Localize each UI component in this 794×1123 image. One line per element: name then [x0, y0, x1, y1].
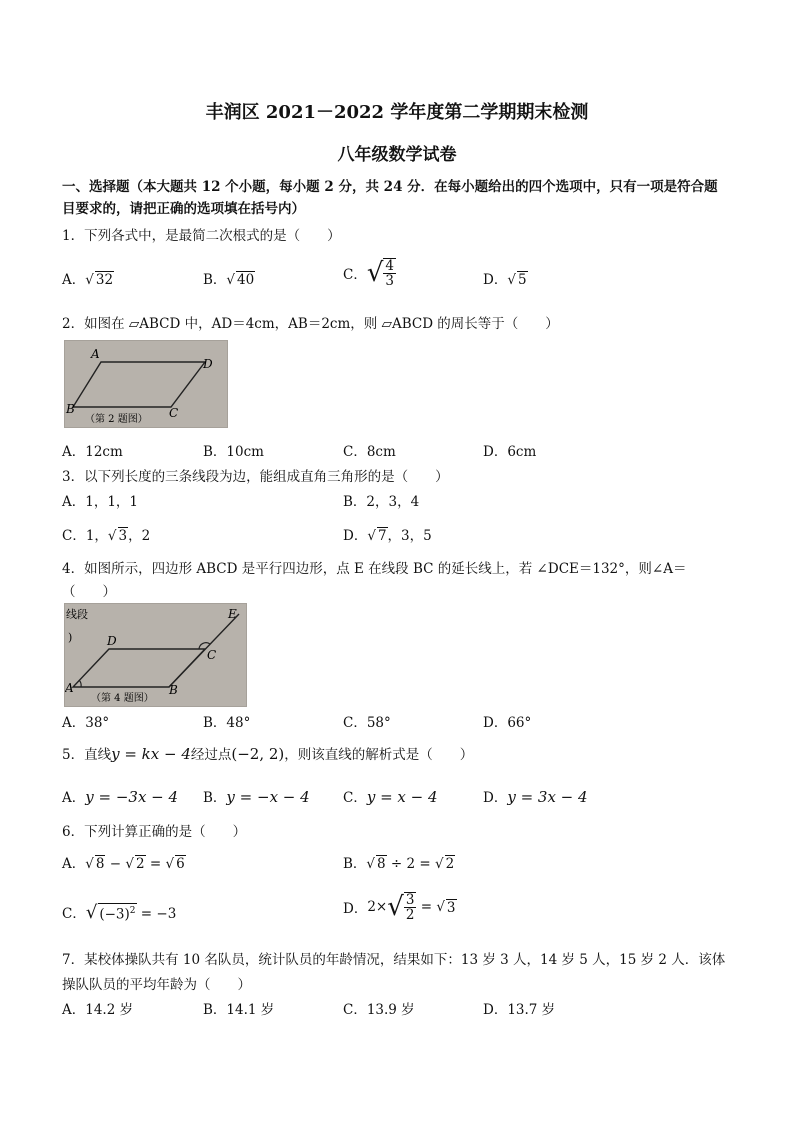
q1-a-label: A． [62, 272, 86, 288]
q6-d-label: D． [343, 901, 368, 917]
q5-option-c [343, 786, 438, 806]
q2-label-c: C [169, 406, 179, 420]
q6-a-equals: = [145, 856, 166, 872]
q5-a-equation: y = −3x − 4 [85, 788, 179, 806]
q2-option-a: A．12cm [62, 444, 123, 460]
q4-parallelogram [73, 649, 205, 687]
q5-stem-mid: 经过点 [190, 747, 232, 763]
q2-stem: 2．如图在 ▱ABCD 中，AD＝4cm，AB＝2cm，则 ▱ABCD 的周长等于（ ） [62, 316, 559, 332]
q3-c-label: C．1， [62, 528, 108, 544]
q2-parallelogram-svg [65, 341, 227, 427]
q6-d-prefix: 2× [367, 899, 388, 915]
q5-stem-pre: 5．直线 [62, 747, 112, 763]
q6-a-radicand2: 2 [135, 856, 145, 872]
q6-a-operator: − [105, 856, 126, 872]
q6-a-radicand1: 8 [95, 856, 105, 872]
q5-option-d [483, 786, 588, 806]
q5-b-label: B． [203, 790, 227, 806]
q3-c-tail: ，2 [128, 528, 151, 544]
q6-c-exponent: 2 [129, 905, 136, 916]
section-heading-line2: 目要求的，请把正确的选项填在括号内） [62, 201, 305, 217]
q6-c-label: C． [62, 906, 86, 922]
section-heading-line1: 一、选择题（本大题共 12 个小题，每小题 2 分，共 24 分．在每小题给出的四个选项中，只有一项是符合题 [62, 179, 718, 195]
q6-c-equals: = −3 [136, 906, 177, 922]
q5-stem-post: ，则该直线的解析式是（ ） [284, 747, 474, 763]
q4-extension-line [169, 614, 239, 687]
exam-subtitle: 八年级数学试卷 [337, 145, 457, 165]
q4-figure [64, 603, 247, 707]
q5-c-equation: y = x − 4 [366, 788, 438, 806]
q1-stem: 1．下列各式中，是最简二次根式的是（ ） [62, 228, 341, 244]
q6-d-denominator: 2 [405, 907, 415, 923]
q6-option-b: B．√ 8 ÷ 2 = √ 2 [343, 856, 455, 872]
q6-a-label: A． [62, 856, 86, 872]
q2-parallelogram [73, 362, 205, 407]
q4-corner-text: 线段 [66, 608, 88, 621]
q2-figure [64, 340, 228, 428]
q5-stem [62, 743, 473, 763]
q4-label-a: A [65, 681, 74, 695]
q6-option-a: A．√ 8 − √ 2 = √ 6 [62, 856, 185, 872]
q7-option-d: D．13.7 岁 [483, 1002, 556, 1018]
q4-option-a: A．38° [62, 715, 110, 731]
q3-option-b: B．2，3，4 [343, 494, 420, 510]
q3-d-radicand: 7 [377, 528, 387, 544]
q6-c-inner: (−3) [99, 906, 130, 922]
q6-d-numerator: 3 [405, 892, 415, 908]
q5-b-equation: y = −x − 4 [226, 788, 310, 806]
q1-option-c: C．√ $\frac{4}{3}$ [343, 258, 395, 289]
q2-figure-caption: （第 2 题图） [85, 414, 148, 425]
q4-option-c: C．58° [343, 715, 391, 731]
q7-option-a: A．14.2 岁 [62, 1002, 134, 1018]
q1-c-label: C． [343, 267, 367, 283]
q5-c-label: C． [343, 790, 367, 806]
q1-b-radicand: 40 [237, 272, 255, 288]
q2-option-b: B．10cm [203, 444, 264, 460]
q1-c-numerator: 4 [385, 258, 395, 274]
q1-d-label: D． [483, 272, 508, 288]
q7-option-b: B．14.1 岁 [203, 1002, 275, 1018]
q6-b-radicand1: 8 [377, 856, 386, 872]
q1-b-label: B． [203, 272, 227, 288]
q1-d-radicand: 5 [517, 272, 527, 288]
q4-option-d: D．66° [483, 715, 532, 731]
q3-option-c: C．1，√ 3，2 [62, 528, 151, 544]
q3-c-radicand: 3 [118, 528, 128, 544]
q2-label-a: A [91, 347, 100, 361]
q1-c-denominator: 3 [385, 273, 395, 289]
q4-parallelogram-svg [65, 604, 246, 706]
q4-label-b: B [169, 683, 178, 697]
q6-stem: 6．下列计算正确的是（ ） [62, 824, 247, 840]
q6-d-equals: = [416, 899, 437, 915]
q1-option-a: A．√ 32 [62, 272, 114, 288]
q3-d-tail: ，3，5 [387, 528, 432, 544]
q3-stem: 3．以下列长度的三条线段为边，能组成直角三角形的是（ ） [62, 469, 449, 485]
q5-option-b [203, 786, 310, 806]
q7-stem-line2: 操队队员的平均年龄为（ ） [62, 977, 251, 993]
q3-d-label: D． [343, 528, 368, 544]
q2-option-d: D．6cm [483, 444, 537, 460]
q2-option-c: C．8cm [343, 444, 396, 460]
section-heading [62, 176, 742, 220]
q1-option-d: D．√ 5 [483, 272, 527, 288]
q4-angle-mark-a [79, 680, 81, 687]
q6-b-operator: ÷ 2 = [386, 856, 436, 872]
q4-option-b: B．48° [203, 715, 251, 731]
q5-option-a [62, 786, 178, 806]
exam-title: 丰润区 2021－2022 学年度第二学期期末检测 [205, 102, 589, 123]
q7-stem-line1: 7．某校体操队共有 10 名队员，统计队员的年龄情况，结果如下：13 岁 3 人，14 岁 5 人，15 岁 2 人．该体 [62, 952, 726, 968]
q6-d-radicand: 3 [446, 899, 456, 916]
q2-label-b: B [66, 402, 75, 416]
q6-a-radicand3: 6 [176, 856, 185, 872]
q6-option-c: C．√ $(-3)^2 = -3$ [62, 902, 177, 923]
q5-d-label: D． [483, 790, 508, 806]
q6-b-label: B． [343, 856, 367, 872]
q5-stem-point: (−2, 2) [231, 745, 285, 763]
q5-a-label: A． [62, 790, 86, 806]
q7-option-c: C．13.9 岁 [343, 1002, 415, 1018]
q6-option-d: D．2×√ $\frac{3}{2}$ = √ 3 [343, 892, 456, 923]
q3-option-a: A．1，1，1 [62, 494, 139, 510]
q6-b-radicand2: 2 [445, 856, 455, 872]
q3-option-d: D．√ 7，3，5 [343, 528, 432, 544]
q4-stem: 4．如图所示，四边形 ABCD 是平行四边形，点 E 在线段 BC 的延长线上，若 ∠DCE＝132°，则∠A＝ [62, 561, 687, 577]
q5-stem-equation: y = kx − 4 [111, 745, 191, 763]
q4-label-e: E [228, 607, 237, 621]
q2-label-d: D [203, 357, 213, 371]
q1-a-radicand: 32 [95, 272, 114, 288]
q4-stem-paren: （ ） [62, 584, 116, 600]
q5-d-equation: y = 3x − 4 [507, 788, 588, 806]
q4-label-c: C [207, 648, 217, 662]
q4-figure-caption: （第 4 题图） [91, 693, 154, 704]
q4-label-d: D [107, 634, 117, 648]
q1-option-b: B．√ 40 [203, 272, 255, 288]
q4-corner-paren: ) [68, 631, 73, 644]
